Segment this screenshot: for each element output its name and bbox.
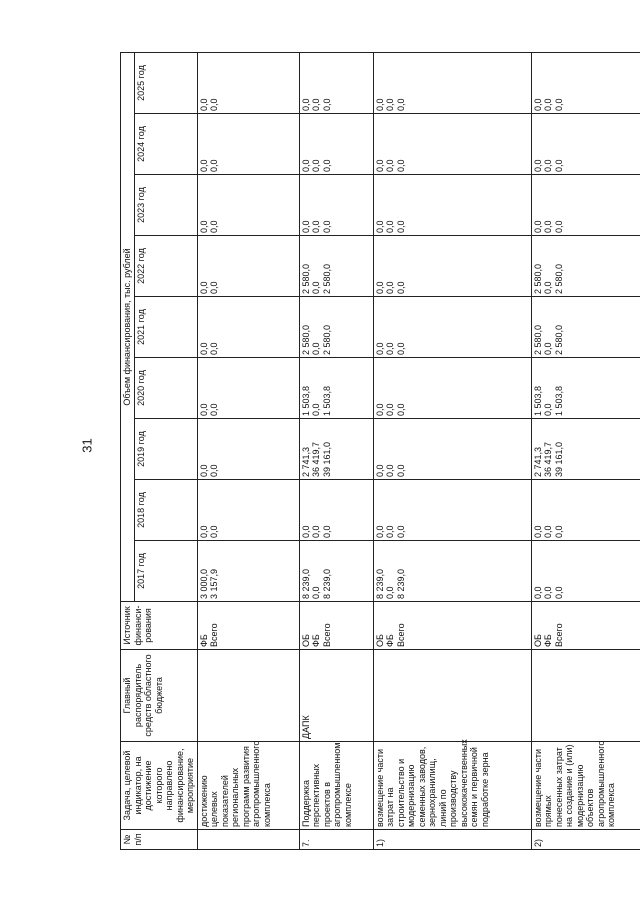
value-cell: 0,0	[198, 342, 209, 355]
table-body	[197, 53, 640, 850]
year-values	[531, 114, 640, 175]
value-cell: 0,0	[395, 403, 406, 416]
value-cell: 0,0	[209, 281, 219, 294]
value-cell: 0,0	[395, 98, 406, 111]
value-cell: 0,0	[374, 525, 385, 538]
header-year: 2020 год	[135, 358, 197, 419]
year-values	[197, 480, 299, 541]
value-cell: 1 503,8	[321, 385, 332, 416]
value-cell: 0,0	[209, 342, 219, 355]
value-cell: 0,0	[395, 342, 406, 355]
value-cell: 0,0	[311, 342, 321, 355]
row-manager	[373, 650, 531, 742]
year-values	[531, 175, 640, 236]
value-cell: 0,0	[385, 159, 395, 172]
value-cell: 0,0	[374, 220, 385, 233]
value-cell: 0,0	[209, 403, 219, 416]
source-label: Всего	[209, 623, 219, 647]
value-cell: 0,0	[553, 220, 564, 233]
value-cell: 0,0	[374, 159, 385, 172]
value-cell: 0,0	[311, 586, 321, 599]
value-cell: 2 580,0	[321, 324, 332, 355]
value-cell: 0,0	[385, 403, 395, 416]
value-cell: 0,0	[198, 98, 209, 111]
table-row	[299, 53, 373, 850]
year-values	[373, 175, 531, 236]
value-cell: 0,0	[395, 281, 406, 294]
source-label: Всего	[553, 623, 564, 647]
year-values	[299, 419, 373, 480]
value-cell: 0,0	[209, 98, 219, 111]
row-sources	[531, 602, 640, 650]
header-year: 2025 год	[135, 53, 197, 114]
year-values	[197, 297, 299, 358]
header-task: Задача, целевой индикатор, на достижение которого направлено финансирование, мероприятие	[121, 742, 198, 830]
row-sources	[299, 602, 373, 650]
value-cell: 39 161,0	[553, 441, 564, 477]
value-cell: 0,0	[385, 586, 395, 599]
value-cell: 2 580,0	[321, 263, 332, 294]
value-cell: 2 741,3	[532, 446, 543, 477]
value-cell: 0,0	[311, 403, 321, 416]
header-year: 2017 год	[135, 541, 197, 602]
row-manager: ДАПК	[299, 650, 373, 742]
value-cell: 0,0	[543, 281, 553, 294]
year-values	[197, 419, 299, 480]
value-cell: 0,0	[321, 159, 332, 172]
value-cell: 39 161,0	[321, 441, 332, 477]
value-cell: 0,0	[385, 464, 395, 477]
year-values	[197, 541, 299, 602]
row-task: достижению целевых показателей региональных программ развития агропромышленного комплекса	[197, 742, 299, 830]
value-cell: 0,0	[543, 403, 553, 416]
value-cell: 0,0	[374, 342, 385, 355]
value-cell: 0,0	[198, 220, 209, 233]
value-cell: 1 503,8	[300, 385, 311, 416]
source-label: ФБ	[385, 634, 395, 647]
value-cell: 0,0	[374, 281, 385, 294]
value-cell: 0,0	[209, 159, 219, 172]
source-label: ОБ	[300, 634, 311, 647]
value-cell: 2 580,0	[553, 324, 564, 355]
header-year: 2023 год	[135, 175, 197, 236]
value-cell: 0,0	[321, 525, 332, 538]
value-cell: 0,0	[385, 220, 395, 233]
value-cell: 0,0	[209, 464, 219, 477]
value-cell: 36 419,7	[543, 441, 553, 477]
value-cell: 0,0	[543, 159, 553, 172]
value-cell: 0,0	[209, 220, 219, 233]
header-year: 2024 год	[135, 114, 197, 175]
row-sources	[373, 602, 531, 650]
source-label: ФБ	[543, 634, 553, 647]
value-cell: 0,0	[553, 98, 564, 111]
year-values	[299, 53, 373, 114]
year-values	[373, 541, 531, 602]
year-values	[373, 236, 531, 297]
value-cell: 0,0	[532, 586, 543, 599]
value-cell: 0,0	[532, 98, 543, 111]
source-label: ОБ	[374, 634, 385, 647]
header-year: 2018 год	[135, 480, 197, 541]
value-cell: 0,0	[395, 525, 406, 538]
value-cell: 2 580,0	[532, 263, 543, 294]
value-cell: 0,0	[553, 586, 564, 599]
row-task: возмещение части затрат на строительство и модернизацию семенных заводов, зернохранилищ, линий по производству высококачественных семян и первичной подработке зерна	[373, 742, 531, 830]
header-funding: Объем финансирования, тыс. рублей	[121, 53, 135, 602]
value-cell: 0,0	[300, 220, 311, 233]
value-cell: 0,0	[300, 525, 311, 538]
value-cell: 2 580,0	[553, 263, 564, 294]
value-cell: 0,0	[543, 586, 553, 599]
value-cell: 36 419,7	[311, 441, 321, 477]
row-manager	[531, 650, 640, 742]
year-values	[531, 480, 640, 541]
header-year: 2021 год	[135, 297, 197, 358]
value-cell: 8 239,0	[374, 568, 385, 599]
year-values	[299, 541, 373, 602]
value-cell: 8 239,0	[321, 568, 332, 599]
year-values	[299, 297, 373, 358]
value-cell: 3 000,0	[198, 568, 209, 599]
value-cell: 0,0	[543, 98, 553, 111]
value-cell: 0,0	[311, 159, 321, 172]
source-label: Всего	[321, 623, 332, 647]
header-year: 2019 год	[135, 419, 197, 480]
value-cell: 2 580,0	[532, 324, 543, 355]
value-cell: 0,0	[395, 159, 406, 172]
year-values	[197, 175, 299, 236]
value-cell: 0,0	[385, 342, 395, 355]
value-cell: 0,0	[300, 98, 311, 111]
value-cell: 2 741,3	[300, 446, 311, 477]
value-cell: 0,0	[311, 220, 321, 233]
value-cell: 0,0	[311, 525, 321, 538]
year-values	[197, 53, 299, 114]
value-cell: 0,0	[321, 220, 332, 233]
value-cell: 0,0	[543, 525, 553, 538]
value-cell: 0,0	[543, 342, 553, 355]
value-cell: 0,0	[198, 464, 209, 477]
row-number	[197, 830, 299, 850]
value-cell: 0,0	[198, 281, 209, 294]
value-cell: 0,0	[198, 403, 209, 416]
value-cell: 0,0	[395, 464, 406, 477]
value-cell: 0,0	[385, 281, 395, 294]
value-cell: 0,0	[300, 159, 311, 172]
table-row	[531, 53, 640, 850]
value-cell: 0,0	[209, 525, 219, 538]
row-sources	[197, 602, 299, 650]
year-values	[197, 236, 299, 297]
table-row	[373, 53, 531, 850]
value-cell: 0,0	[311, 281, 321, 294]
source-label: ОБ	[532, 634, 543, 647]
year-values	[531, 541, 640, 602]
value-cell: 2 580,0	[300, 324, 311, 355]
row-number: 1)	[373, 830, 531, 850]
value-cell: 8 239,0	[395, 568, 406, 599]
value-cell: 0,0	[374, 98, 385, 111]
source-label: ФБ	[198, 634, 209, 647]
year-values	[531, 53, 640, 114]
value-cell: 0,0	[553, 159, 564, 172]
header-year: 2022 год	[135, 236, 197, 297]
value-cell: 8 239,0	[300, 568, 311, 599]
year-values	[197, 358, 299, 419]
value-cell: 0,0	[198, 525, 209, 538]
year-values	[299, 480, 373, 541]
table-row	[197, 53, 299, 850]
header-manager: Главный распорядитель средств областного бюджета	[121, 650, 198, 742]
rotated-table-container	[120, 54, 640, 850]
year-values	[373, 53, 531, 114]
value-cell: 2 580,0	[300, 263, 311, 294]
source-label: ФБ	[311, 634, 321, 647]
year-values	[373, 480, 531, 541]
funding-table	[120, 52, 640, 850]
row-task: Поддержка перспективных проектов в агропромышленном комплексе	[299, 742, 373, 830]
page-number: 31	[79, 438, 95, 453]
value-cell: 0,0	[311, 98, 321, 111]
header-source: Источник финанси-рования	[121, 602, 198, 650]
value-cell: 0,0	[532, 525, 543, 538]
year-values	[299, 358, 373, 419]
row-manager	[197, 650, 299, 742]
year-values	[531, 358, 640, 419]
year-values	[373, 297, 531, 358]
value-cell: 0,0	[385, 525, 395, 538]
year-values	[531, 419, 640, 480]
value-cell: 0,0	[532, 159, 543, 172]
year-values	[373, 358, 531, 419]
year-values	[373, 114, 531, 175]
year-values	[299, 236, 373, 297]
value-cell: 0,0	[321, 98, 332, 111]
row-number: 2)	[531, 830, 640, 850]
value-cell: 0,0	[374, 464, 385, 477]
value-cell: 0,0	[385, 98, 395, 111]
year-values	[373, 419, 531, 480]
value-cell: 0,0	[543, 220, 553, 233]
value-cell: 0,0	[198, 159, 209, 172]
year-values	[299, 114, 373, 175]
value-cell: 0,0	[374, 403, 385, 416]
value-cell: 1 503,8	[532, 385, 543, 416]
year-values	[531, 297, 640, 358]
year-values	[299, 175, 373, 236]
year-values	[531, 236, 640, 297]
value-cell: 0,0	[395, 220, 406, 233]
source-label: Всего	[395, 623, 406, 647]
year-values	[197, 114, 299, 175]
row-number: 7.	[299, 830, 373, 850]
value-cell: 0,0	[532, 220, 543, 233]
row-task: возмещение части прямых понесенных затрат на создание и (или) модернизацию объектов агропромышленного комплекса	[531, 742, 640, 830]
value-cell: 1 503,8	[553, 385, 564, 416]
value-cell: 0,0	[553, 525, 564, 538]
header-no: № п/п	[121, 830, 198, 850]
value-cell: 3 157,9	[209, 568, 219, 599]
